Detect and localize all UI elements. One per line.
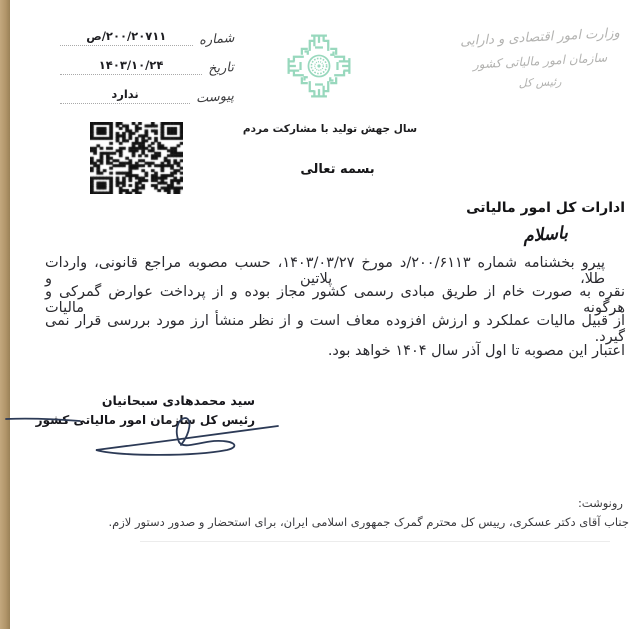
- signatory-title: رئیس کل سازمان امور مالیاتی کشور: [35, 413, 255, 427]
- letter-number-line: [60, 25, 193, 46]
- body-line-2: نقره به صورت خام از طریق مبادی رسمی کشور مجاز بوده و از پرداخت عوارض گمرکی و هرگونه مالیات: [45, 284, 625, 316]
- scan-edge-strip: [0, 0, 10, 629]
- letter-date-line: [60, 54, 202, 75]
- letter-date-row: [60, 55, 234, 75]
- letter-attachment-value: ندارد: [111, 87, 139, 101]
- signature-scrawl: [0, 400, 310, 480]
- body-line-4: اعتبار این مصوبه تا اول آذر سال ۱۴۰۴ خواهد بود.: [327, 343, 625, 359]
- salutation-handwriting: باسلام: [522, 223, 569, 247]
- tax-administration-emblem-icon: [286, 28, 352, 104]
- letter-attachment-line: [60, 83, 190, 104]
- letter-attachment-label: پیوست: [195, 88, 235, 107]
- office-title: رئیس کل: [518, 75, 562, 90]
- organization-title: سازمان امور مالیاتی کشور: [472, 50, 608, 72]
- year-slogan: سال جهش تولید با مشارکت مردم: [242, 123, 418, 135]
- qr-code: [90, 122, 183, 194]
- letter-number-value: ۲۰۰/۲۰۷۱۱/ص: [86, 29, 167, 43]
- letter-number-label: شماره: [198, 30, 235, 49]
- bismillah-heading: بسمه تعالی: [300, 162, 375, 177]
- letter-date-value: ۱۴۰۳/۱۰/۲۴: [98, 58, 164, 72]
- letter-attachment-row: [60, 84, 235, 107]
- cc-text: جناب آقای دکتر عسکری، رییس کل محترم گمرک جمهوری اسلامی ایران، برای استحضار و صدور دستور لازم.: [108, 515, 629, 529]
- letter-number-row: [60, 26, 235, 49]
- recipient-heading: ادارات کل امور مالیاتی: [466, 200, 625, 216]
- letterhead-titles: [450, 25, 630, 90]
- body-line-3: از قبیل مالیات عملکرد و ارزش افزوده معاف است و از نظر منشأ ارز مورد بررسی قرار نمی گیرد.: [45, 313, 625, 345]
- letter-date-label: تاریخ: [207, 60, 235, 77]
- ministry-title: وزارت امور اقتصادی و دارایی: [459, 25, 621, 50]
- scan-fold-line: [140, 541, 610, 542]
- signatory-name: سید محمدهادی سبحانیان: [101, 393, 255, 408]
- cc-label: رونوشت:: [577, 496, 623, 510]
- body-line-1: پیرو بخشنامه شماره ۲۰۰/۶۱۱۳/د مورخ ۱۴۰۳/۰۳/۲۷، حسب مصوبه مراجع قانونی، واردات طلا، پلاتین و: [45, 255, 605, 287]
- letterhead-fields: [60, 26, 234, 113]
